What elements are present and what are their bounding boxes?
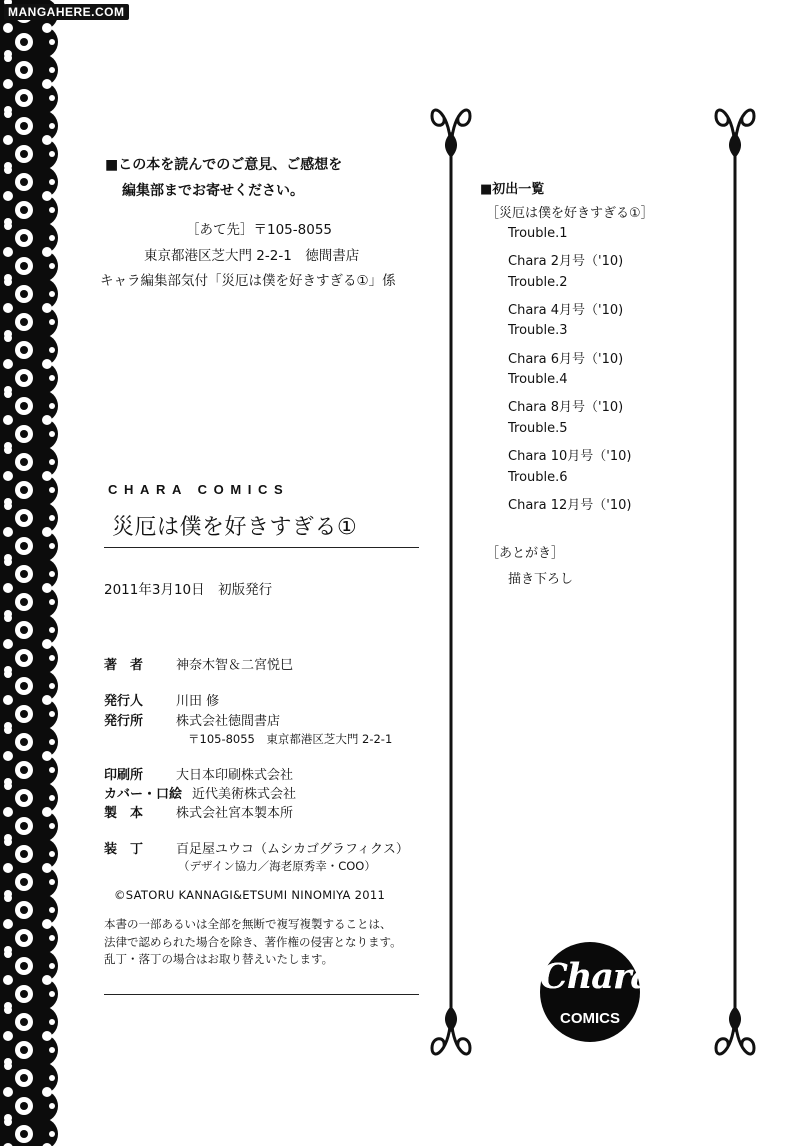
credit-printer [104,764,293,783]
feedback-address-2: 東京都港区芝大門 2-2-1 徳間書店 [144,248,360,264]
scroll-ornament-left [428,92,474,1072]
list-item: Trouble.1 [508,226,568,241]
credit-value: 川田 修 [176,694,220,709]
notice-line-3: 乱丁・落丁の場合はお取り替えいたします。 [104,952,334,966]
afterword-item: 描き下ろし [508,572,574,587]
credit-publishing-house [104,710,280,729]
credit-binding [104,802,293,821]
credit-value: 近代美術株式会社 [192,787,297,802]
credit-cover [104,783,296,802]
credit-value: 株式会社徳間書店 [176,714,281,729]
credit-label: 発行人 [104,694,144,709]
title-underline [104,547,419,548]
notice-line-2: 法律で認められた場合を除き、著作権の侵害となります。 [104,935,402,949]
feedback-line-1: ■この本を読んでのご意見、ご感想を [105,157,343,173]
list-item: Chara 10月号（'10) [508,449,632,464]
lace-border-decoration [0,0,78,1146]
list-item: Chara 4月号（'10) [508,303,624,318]
copyright-line: ©SATORU KANNAGI&ETSUMI NINOMIYA 2011 [114,888,386,902]
list-item: Trouble.5 [508,421,568,436]
credit-publisher [104,690,219,709]
publication-date: 2011年3月10日 初版発行 [104,582,273,598]
series-name: CHARA COMICS [108,482,290,497]
credit-design [104,838,409,857]
credit-label: 製 本 [104,806,144,821]
credit-label: 装 丁 [104,842,144,857]
list-item: Trouble.3 [508,323,568,338]
book-title: 災厄は僕を好きすぎる① [112,515,358,540]
feedback-address-3: キャラ編集部気付「災厄は僕を好きすぎる①」係 [100,273,396,289]
credit-value: 神奈木智＆二宮悦巳 [176,658,294,673]
logo-sub: COMICS [560,1010,620,1027]
list-item: Chara 12月号（'10) [508,498,632,513]
site-watermark: MANGAHERE.COM [4,4,129,20]
logo-word: Chara [540,956,653,997]
credit-value: 百足屋ユウコ（ムシカゴグラフィクス） [176,842,409,857]
list-item: Trouble.4 [508,372,568,387]
credit-design-cooperation: （デザイン協力／海老原秀幸・COO） [178,859,376,873]
credit-label: カバー・口絵 [104,787,183,802]
credit-value: 大日本印刷株式会社 [176,768,294,783]
list-item: Trouble.2 [508,275,568,290]
afterword-heading: ［あとがき］ [486,546,565,561]
first-appearance-heading: ■初出一覧 [480,182,545,197]
list-item: Trouble.6 [508,470,568,485]
scroll-ornament-right [712,92,758,1072]
credit-label: 印刷所 [104,768,144,783]
credit-publisher-address: 〒105-8055 東京都港区芝大門 2-2-1 [188,732,393,746]
list-item: Chara 8月号（'10) [508,400,624,415]
list-item: Chara 2月号（'10) [508,254,624,269]
credit-value: 株式会社宮本製本所 [176,806,294,821]
chara-comics-logo [540,942,653,1042]
feedback-address-1: ［あて先］〒105-8055 [186,222,332,238]
bottom-divider [104,994,419,995]
feedback-line-2: 編集部までお寄せください。 [122,183,304,199]
credit-label: 発行所 [104,714,144,729]
list-item: Chara 6月号（'10) [508,352,624,367]
credit-label: 著 者 [104,658,144,673]
first-appearance-subheading: ［災厄は僕を好きすぎる①］ [486,206,654,221]
notice-line-1: 本書の一部あるいは全部を無断で複写複製することは、 [104,917,392,931]
credit-author [104,654,293,673]
